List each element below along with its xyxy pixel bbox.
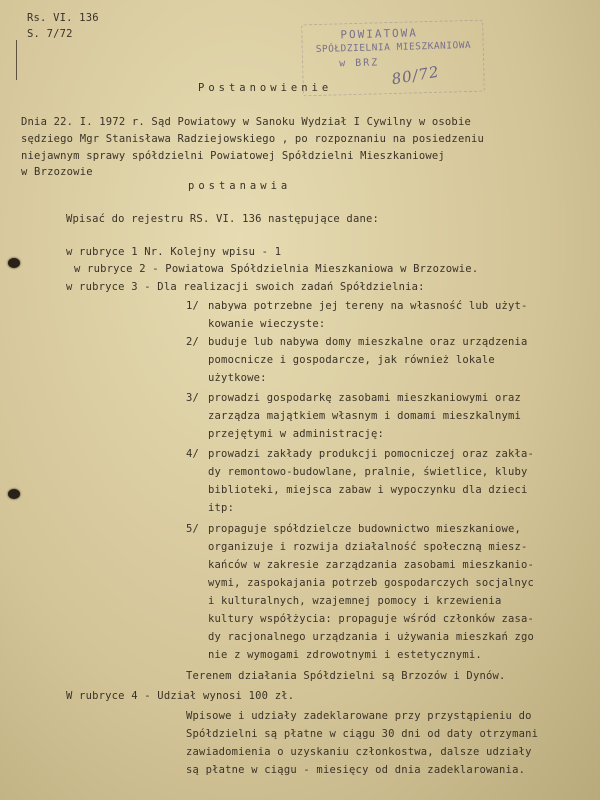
item-2-line-3: użytkowe: — [208, 372, 267, 384]
final-line-4: są płatne w ciągu - miesięcy od dnia zadeklarowania. — [186, 764, 526, 776]
case-number: S. 7/72 — [27, 28, 73, 40]
item-2-line-1: buduje lub nabywa domy mieszkalne oraz urządzenia — [208, 336, 528, 348]
item-5-line-5: i kulturalnych, wzajemnej pomocy i krzewienia — [208, 595, 502, 607]
final-line-1: Wpisowe i udziały zadeklarowane przy przystąpieniu do — [186, 710, 532, 722]
item-5-line-7: dy racjonalnego urządzania i używania mieszkań zgo — [208, 631, 535, 643]
item-3-line-3: przejętymi w administrację: — [208, 428, 385, 440]
reference-number: Rs. VI. 136 — [27, 12, 99, 24]
stamp-handwriting: 80/72 — [390, 62, 441, 89]
document-title: Postanowienie — [198, 82, 333, 94]
item-5-line-4: wymi, zaspokajania potrzeb gospodarczych socjalnyc — [208, 577, 535, 589]
item-5-line-3: kańców w zakresie zarządzania zasobami mieszkanio- — [208, 559, 535, 571]
item-3-line-1: prowadzi gospodarkę zasobami mieszkaniowymi oraz — [208, 392, 522, 404]
rubric-4: W rubryce 4 - Udział wynosi 100 zł. — [66, 690, 295, 702]
intro-line-1: Dnia 22. I. 1972 r. Sąd Powiatowy w Sanoku Wydział I Cywilny w osobie — [21, 116, 471, 128]
final-line-2: Spółdzielni są płatne w ciągu 30 dni od daty otrzymani — [186, 728, 539, 740]
item-2-line-2: pomocnicze i gospodarcze, jak również lokale — [208, 354, 495, 366]
item-3-number: 3/ — [186, 392, 200, 404]
stamp-line-1: POWIATOWA — [340, 26, 419, 42]
item-1-line-2: kowanie wieczyste: — [208, 318, 326, 330]
punch-hole-bottom — [8, 489, 20, 499]
intro-line-3: niejawnym sprawy spółdzielni Powiatowej Spółdzielni Mieszkaniowej — [21, 150, 445, 162]
item-1-line-1: nabywa potrzebne jej tereny na własność lub użyt- — [208, 300, 528, 312]
stamp-line-3: w BRZ — [338, 57, 380, 70]
rubric-2: w rubryce 2 - Powiatowa Spółdzielnia Mieszkaniowa w Brzozowie. — [74, 263, 479, 275]
intro-line-2: sędziego Mgr Stanisława Radziejowskiego , po rozpoznaniu na posiedzeniu — [21, 133, 485, 145]
item-4-line-2: dy remontowo-budowlane, pralnie, świetlice, kluby — [208, 466, 528, 478]
stamp-line-2: SPÓŁDZIELNIA MIESZKANIOWA — [315, 39, 472, 56]
item-3-line-2: zarządza majątkiem własnym i domami mieszkalnymi — [208, 410, 522, 422]
item-5-line-6: kultury współżycia: propaguje wśród członków zasa- — [208, 613, 535, 625]
area-of-operation: Terenem działania Spółdzielni są Brzozów i Dynów. — [186, 670, 506, 682]
item-5-line-8: nie z wymogami zdrowotnymi i estetycznymi. — [208, 649, 482, 661]
item-4-number: 4/ — [186, 448, 200, 460]
item-2-number: 2/ — [186, 336, 200, 348]
item-4-line-3: biblioteki, miejsca zabaw i wypoczynku dla dzieci — [208, 484, 528, 496]
rubric-1: w rubryce 1 Nr. Kolejny wpisu - 1 — [66, 246, 282, 258]
item-5-line-2: organizuje i rozwija działalność społeczną miesz- — [208, 541, 528, 553]
resolution-heading: postanawia — [188, 180, 292, 192]
item-5-number: 5/ — [186, 523, 200, 535]
item-4-line-4: itp: — [208, 502, 235, 514]
punch-hole-top — [8, 258, 20, 268]
item-4-line-1: prowadzi zakłady produkcji pomocniczej oraz zakła- — [208, 448, 535, 460]
paper-fold-mark — [16, 40, 17, 80]
intro-line-4: w Brzozowie — [21, 166, 93, 178]
item-5-line-1: propaguje spółdzielcze budownictwo mieszkaniowe, — [208, 523, 522, 535]
final-line-3: zawiadomienia o uzyskaniu członkostwa, dalsze udziały — [186, 746, 532, 758]
rubric-3: w rubryce 3 - Dla realizacji swoich zadań Spółdzielnia: — [66, 281, 425, 293]
item-1-number: 1/ — [186, 300, 200, 312]
register-entry: Wpisać do rejestru RS. VI. 136 następujące dane: — [66, 213, 380, 225]
